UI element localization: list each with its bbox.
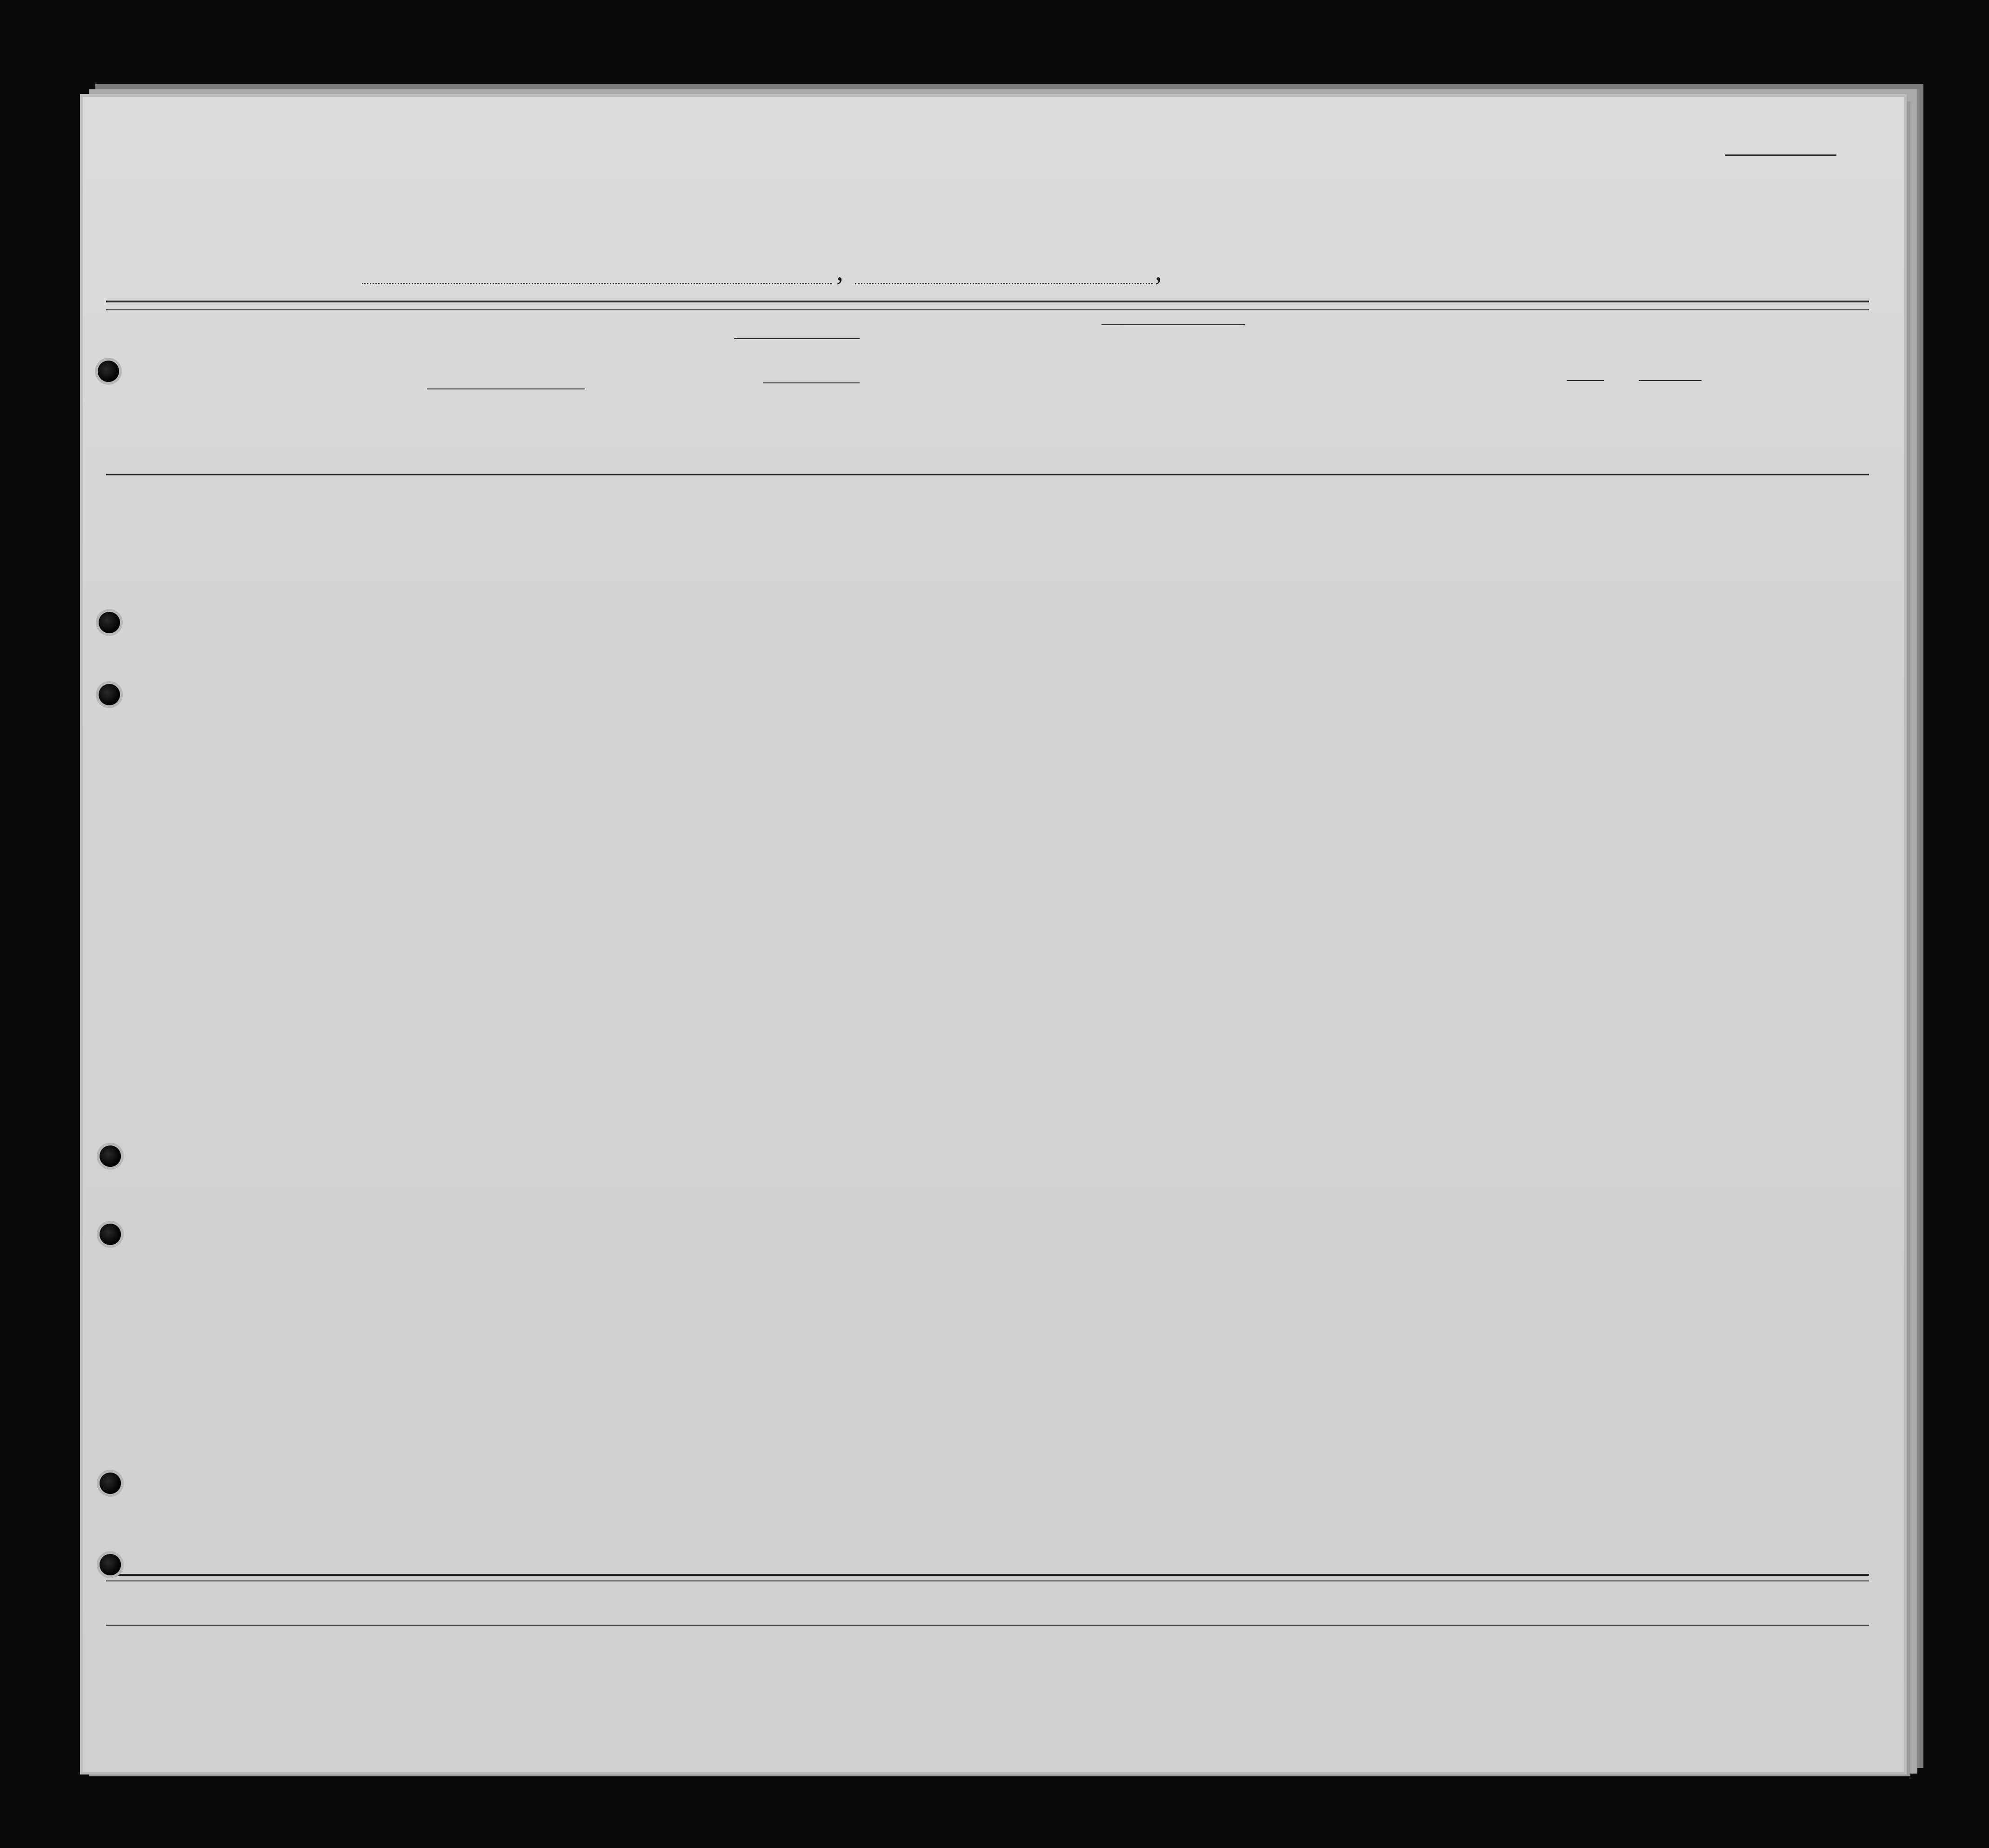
col24c-header xyxy=(1201,329,1239,469)
col27-header xyxy=(1302,329,1319,469)
comma: , xyxy=(1155,255,1162,286)
binder-hole xyxy=(100,1145,121,1167)
col25-header xyxy=(1247,329,1279,469)
col26-header xyxy=(1283,329,1299,469)
binder-hole xyxy=(100,1554,121,1575)
binder-hole xyxy=(100,1224,121,1245)
comma: , xyxy=(836,255,843,286)
col19-header xyxy=(590,341,618,471)
binder-hole xyxy=(98,361,119,382)
col33-feet-header xyxy=(1570,399,1586,464)
col21-header xyxy=(701,341,729,471)
col33-inches-header xyxy=(1588,399,1604,464)
binder-hole xyxy=(99,684,120,705)
binder-hole xyxy=(100,1473,121,1494)
col30-header xyxy=(1406,329,1439,469)
col29-header xyxy=(1364,329,1397,469)
col28-header xyxy=(1325,329,1362,469)
col24b-header xyxy=(1150,329,1188,469)
manifest-grid xyxy=(83,97,1904,1772)
manifest-sheet xyxy=(83,97,1904,1772)
binder-hole xyxy=(99,612,120,633)
col24a-header xyxy=(1105,329,1142,469)
